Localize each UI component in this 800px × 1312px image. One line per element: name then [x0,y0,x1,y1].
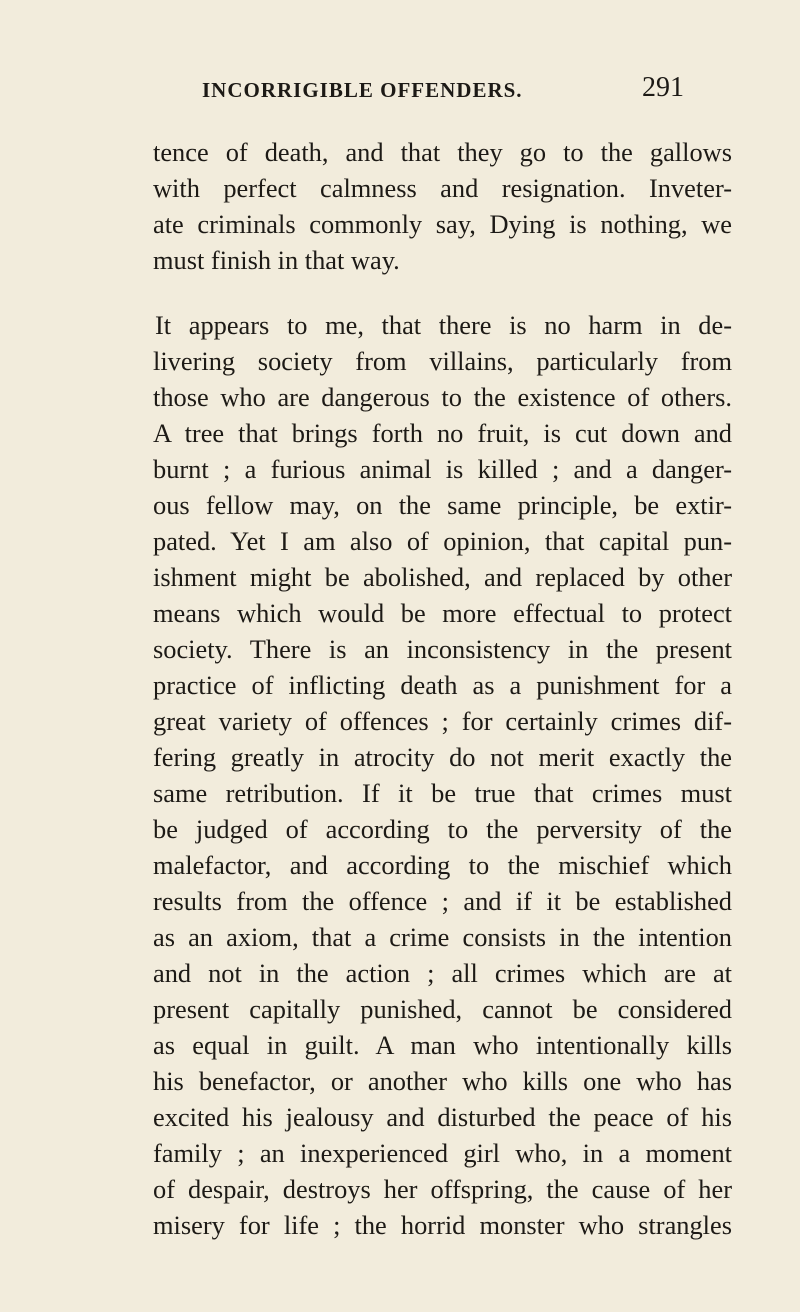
text-line: means which would be more effectual to protect [153,598,732,628]
text-line: and not in the action ; all crimes which are at [153,958,732,988]
text-line: burnt ; a furious animal is killed ; and a danger- [153,454,732,484]
running-head [0,72,800,108]
running-title: INCORRIGIBLE OFFENDERS. [202,78,523,102]
text-line: ous fellow may, on the same principle, be extir- [153,490,732,520]
page-number: 291 [642,72,684,103]
text-line: It appears to me, that there is no harm in de- [155,310,732,340]
text-line: fering greatly in atrocity do not merit exactly the [153,742,732,772]
text-line: those who are dangerous to the existence of others. [153,382,732,412]
text-line: livering society from villains, particularly from [153,346,732,376]
text-line: ate criminals commonly say, Dying is nothing, we [153,209,732,239]
text-line: great variety of offences ; for certainly crimes dif- [153,706,732,736]
text-line: A tree that brings forth no fruit, is cut down and [153,418,732,448]
text-line: with perfect calmness and resignation. Inveter- [153,173,732,203]
text-line: must finish in that way. [153,245,400,275]
text-line: society. There is an inconsistency in the present [153,634,732,664]
text-line: be judged of according to the perversity of the [153,814,732,844]
text-line: present capitally punished, cannot be considered [153,994,732,1024]
text-line: family ; an inexperienced girl who, in a moment [153,1138,732,1168]
text-line: excited his jealousy and disturbed the peace of his [153,1102,732,1132]
text-line: his benefactor, or another who kills one who has [153,1066,732,1096]
text-line: as an axiom, that a crime consists in the intention [153,922,732,952]
text-line: pated. Yet I am also of opinion, that capital pun- [153,526,732,556]
text-line: results from the offence ; and if it be established [153,886,732,916]
text-line: as equal in guilt. A man who intentionally kills [153,1030,732,1060]
text-line: ishment might be abolished, and replaced by other [153,562,732,592]
text-line: of despair, destroys her offspring, the cause of her [153,1174,732,1204]
text-line: misery for life ; the horrid monster who strangles [153,1210,732,1240]
text-line: practice of inflicting death as a punishment for a [153,670,732,700]
text-line: same retribution. If it be true that crimes must [153,778,732,808]
text-line: malefactor, and according to the mischief which [153,850,732,880]
text-line: tence of death, and that they go to the gallows [153,137,732,167]
